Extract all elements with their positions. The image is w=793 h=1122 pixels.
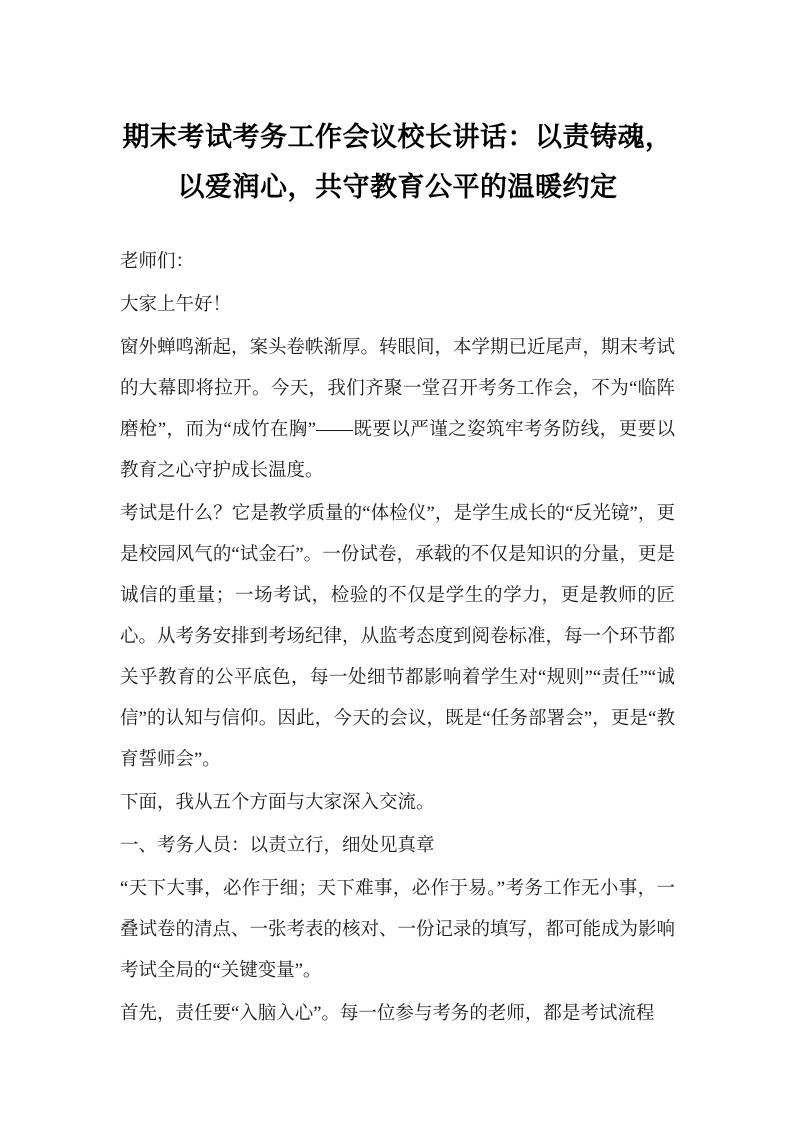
title-line-1: 期末考试考务工作会议校长讲话：以责铸魂， (122, 122, 673, 152)
paragraph: 窗外蝉鸣渐起，案头卷帙渐厚。转眼间，本学期已近尾声，期末考试的大幕即将拉开。今天，我们齐聚一堂召开考务工作会，不为“临阵磨枪”，而为“成竹在胸”——既要以严谨之姿筑牢考务防线，更要以教育之心守护成长温度。 (120, 338, 676, 481)
document-body (120, 242, 675, 1035)
document-title (120, 112, 675, 212)
title-line-2: 以爱润心，共守教育公平的温暖约定 (177, 172, 618, 202)
paragraph: 大家上午好！ (120, 295, 232, 315)
paragraph: “天下大事，必作于细；天下难事，必作于易。”考务工作无小事，一叠试卷的清点、一张考表的核对、一份记录的填写，都可能成为影响考试全局的“关键变量”。 (120, 879, 676, 981)
paragraph: 首先，责任要“入脑入心”。每一位参与考务的老师，都是考试流程 (120, 1004, 655, 1024)
paragraph: 一、考务人员：以责立行，细处见真章 (120, 836, 435, 856)
paragraph: 考试是什么？它是教学质量的“体检仪”，是学生成长的“反光镜”，更是校园风气的“试金石”。一份试卷，承载的不仅是知识的分量，更是诚信的重量；一场考试，检验的不仅是学生的学力，更是教师的匠心。从考务安排到考场纪律，从监考态度到阅卷标准，每一个环节都关乎教育的公平底色，每一处细节都影响着学生对“规则”“责任”“诚信”的认知与信仰。因此，今天的会议，既是“任务部署会”，更是“教育誓师会”。 (120, 504, 676, 770)
paragraph: 下面，我从五个方面与大家深入交流。 (120, 793, 435, 813)
paragraph: 老师们： (120, 252, 195, 272)
